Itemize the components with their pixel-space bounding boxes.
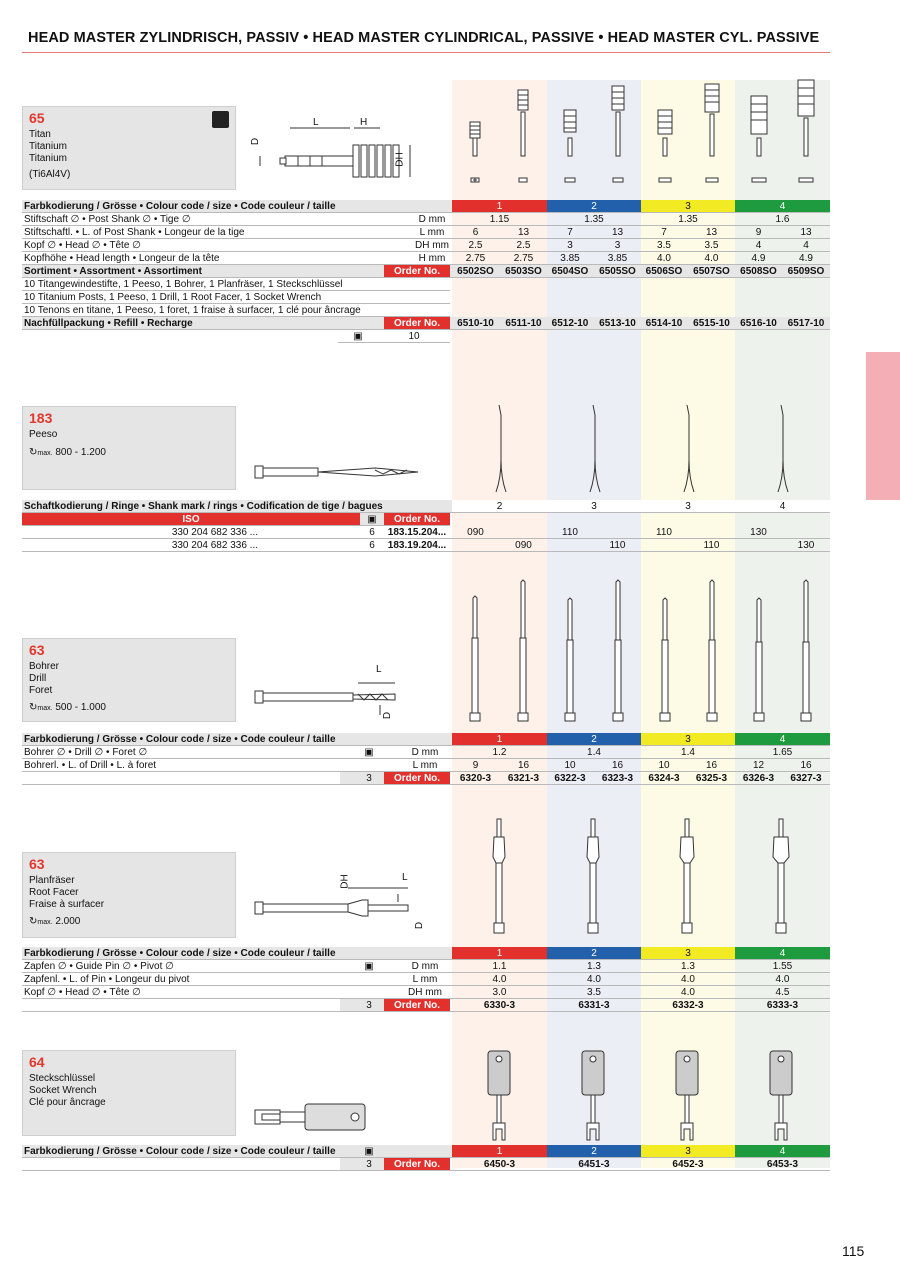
product-64-box: 64 Steckschlüssel Socket Wrench Clé pour âncrage: [22, 1050, 236, 1136]
socket-wrench-images: [452, 1045, 830, 1150]
alloy-label: (Ti6Al4V): [29, 169, 71, 180]
product-name: Peeso: [29, 429, 58, 440]
product-number: 63: [29, 642, 45, 658]
peeso-drawing: [250, 462, 420, 482]
drill-images: [452, 578, 830, 728]
product-number: 65: [29, 110, 45, 126]
product-65-box: [22, 106, 236, 190]
post-drawing: [250, 112, 420, 182]
product-183-box: [22, 406, 236, 490]
rootfacer-images: [452, 815, 830, 940]
p64-colour-row: Farbkodierung / Grösse • Colour code / size • Code couleur / taille ▣ 1 2 3 4: [22, 1145, 830, 1158]
rotation-icon: ↻: [29, 447, 38, 458]
dim-label-dh: DH: [394, 152, 406, 167]
p183-ref-row-1: 330 204 682 336 ... 6 183.15.204... 090 110 110 130: [22, 526, 830, 539]
colour-4: 4: [735, 200, 830, 212]
rootfacer-drawing: [250, 880, 420, 930]
product-name-fr: Titanium: [29, 153, 67, 164]
package-icon: ▣: [364, 961, 374, 972]
p63r-row-d: Zapfen ∅ • Guide Pin ∅ • Pivot ∅ ▣ D mm 1.1 1.3 1.3 1.55: [22, 960, 830, 973]
p63r-colour-row: Farbkodierung / Grösse • Colour code / size • Code couleur / taille 1 2 3 4: [22, 947, 830, 960]
p65-assortment-row: Sortiment • Assortment • Assortiment Order No. 6502SO 6503SO 6504SO 6505SO 6506SO 6507SO 6508SO 6509SO: [22, 265, 830, 278]
p63r-row-l: Zapfenl. • L. of Pin • Longeur du pivot L mm 4.0 4.0 4.0 4.0: [22, 973, 830, 986]
p63d-colour-row: Farbkodierung / Grösse • Colour code / size • Code couleur / taille 1 2 3 4: [22, 733, 830, 746]
p183-shank-row: Schaftkodierung / Ringe • Shank mark / rings • Codification de tige / bagues 2 3 3 4: [22, 500, 830, 513]
product-name-en: Titanium: [29, 141, 67, 152]
package-icon: [212, 111, 229, 128]
p65-row-h: Kopfhöhe • Head length • Longeur de la tête H mm 2.75 2.75 3.85 3.85 4.0 4.0 4.9 4.9: [22, 252, 830, 265]
p64-order-row: 3 Order No. 6450-3 6451-3 6452-3 6453-3: [22, 1158, 830, 1171]
p65-contents-de: 10 Titangewindestifte, 1 Peeso, 1 Bohrer, 1 Planfräser, 1 Steckschlüssel: [22, 278, 450, 291]
product-name-de: Titan: [29, 129, 51, 140]
p63r-order-row: 3 Order No. 6330-3 6331-3 6332-3 6333-3: [22, 999, 830, 1012]
dim-label-l: L: [313, 117, 319, 128]
post-images: [452, 80, 830, 195]
p183-ref-row-2: 330 204 682 336 ... 6 183.19.204... 090 110 110 130: [22, 539, 830, 552]
dim-label-d: D: [250, 137, 262, 146]
p63d-row-d: Bohrer ∅ • Drill ∅ • Foret ∅ ▣ D mm 1.2 1.4 1.4 1.65: [22, 746, 830, 759]
product-number: 64: [29, 1054, 45, 1070]
colour-2: 2: [547, 200, 641, 212]
rpm-label: ↻max. 2.000: [29, 916, 81, 927]
colour-1: 1: [452, 200, 547, 212]
p63d-order-row: 3 Order No. 6320-3 6321-3 6322-3 6323-3 6324-3 6325-3 6326-3 6327-3: [22, 772, 830, 785]
package-icon: ▣: [360, 513, 384, 525]
product-number: 63: [29, 856, 45, 872]
p65-colour-row: Farbkodierung / Grösse • Colour code / size • Code couleur / taille 1 2 3 4: [22, 200, 830, 213]
peeso-images: [452, 400, 830, 495]
p63d-row-l: Bohrerl. • L. of Drill • L. à foret L mm 9 16 10 16 10 16 12 16: [22, 759, 830, 772]
p65-row-dh: Kopf ∅ • Head ∅ • Tête ∅ DH mm 2.5 2.5 3 3 3.5 3.5 4 4: [22, 239, 830, 252]
product-63-drill-box: 63 Bohrer Drill Foret ↻max. 500 - 1.000: [22, 638, 236, 722]
section-tab: [866, 352, 900, 500]
rotation-icon: ↻: [29, 916, 38, 927]
p65-row-d: Stiftschaft ∅ • Post Shank ∅ • Tige ∅ D mm 1.15 1.35 1.35 1.6: [22, 213, 830, 226]
package-icon: ▣: [353, 331, 363, 342]
p65-row-l: Stiftschaftl. • L. of Post Shank • Longeur de la tige L mm 6 13 7 13 7 13 9 13: [22, 226, 830, 239]
package-icon: ▣: [364, 1146, 374, 1157]
rpm-label: ↻max. 800 - 1.200: [29, 447, 106, 458]
p65-refill-row: Nachfüllpackung • Refill • Recharge Order No. 6510-10 6511-10 6512-10 6513-10 6514-10 6515-10 6516-10 6517-10: [22, 317, 830, 330]
p63r-row-dh: Kopf ∅ • Head ∅ • Tête ∅ DH mm 3.0 3.5 4.0 4.5: [22, 986, 830, 999]
product-number: 183: [29, 410, 53, 426]
p183-iso-header: ISO ▣ Order No.: [22, 513, 450, 526]
dim-label-h: H: [360, 117, 368, 128]
rotation-icon: ↻: [29, 702, 38, 713]
page-header: [22, 29, 830, 53]
p65-refill-qty: ▣ 10: [338, 330, 450, 343]
page-number: 115: [842, 1243, 865, 1259]
page-title: HEAD MASTER ZYLINDRISCH, PASSIV • HEAD MASTER CYLINDRICAL, PASSIVE • HEAD MASTER CYL. PASSIVE: [28, 30, 820, 46]
product-63-rootfacer-box: 63 Planfräser Root Facer Fraise à surfacer ↻max. 2.000: [22, 852, 236, 938]
package-icon: ▣: [364, 747, 374, 758]
p65-contents-en: 10 Titanium Posts, 1 Peeso, 1 Drill, 1 Root Facer, 1 Socket Wrench: [22, 291, 450, 304]
p65-contents-fr: 10 Tenons en titane, 1 Peeso, 1 foret, 1 fraise à surfacer, 1 clé pour âncrage: [22, 304, 450, 317]
socket-wrench-drawing: [250, 1100, 410, 1140]
rpm-label: ↻max. 500 - 1.000: [29, 702, 106, 713]
colour-3: 3: [641, 200, 735, 212]
